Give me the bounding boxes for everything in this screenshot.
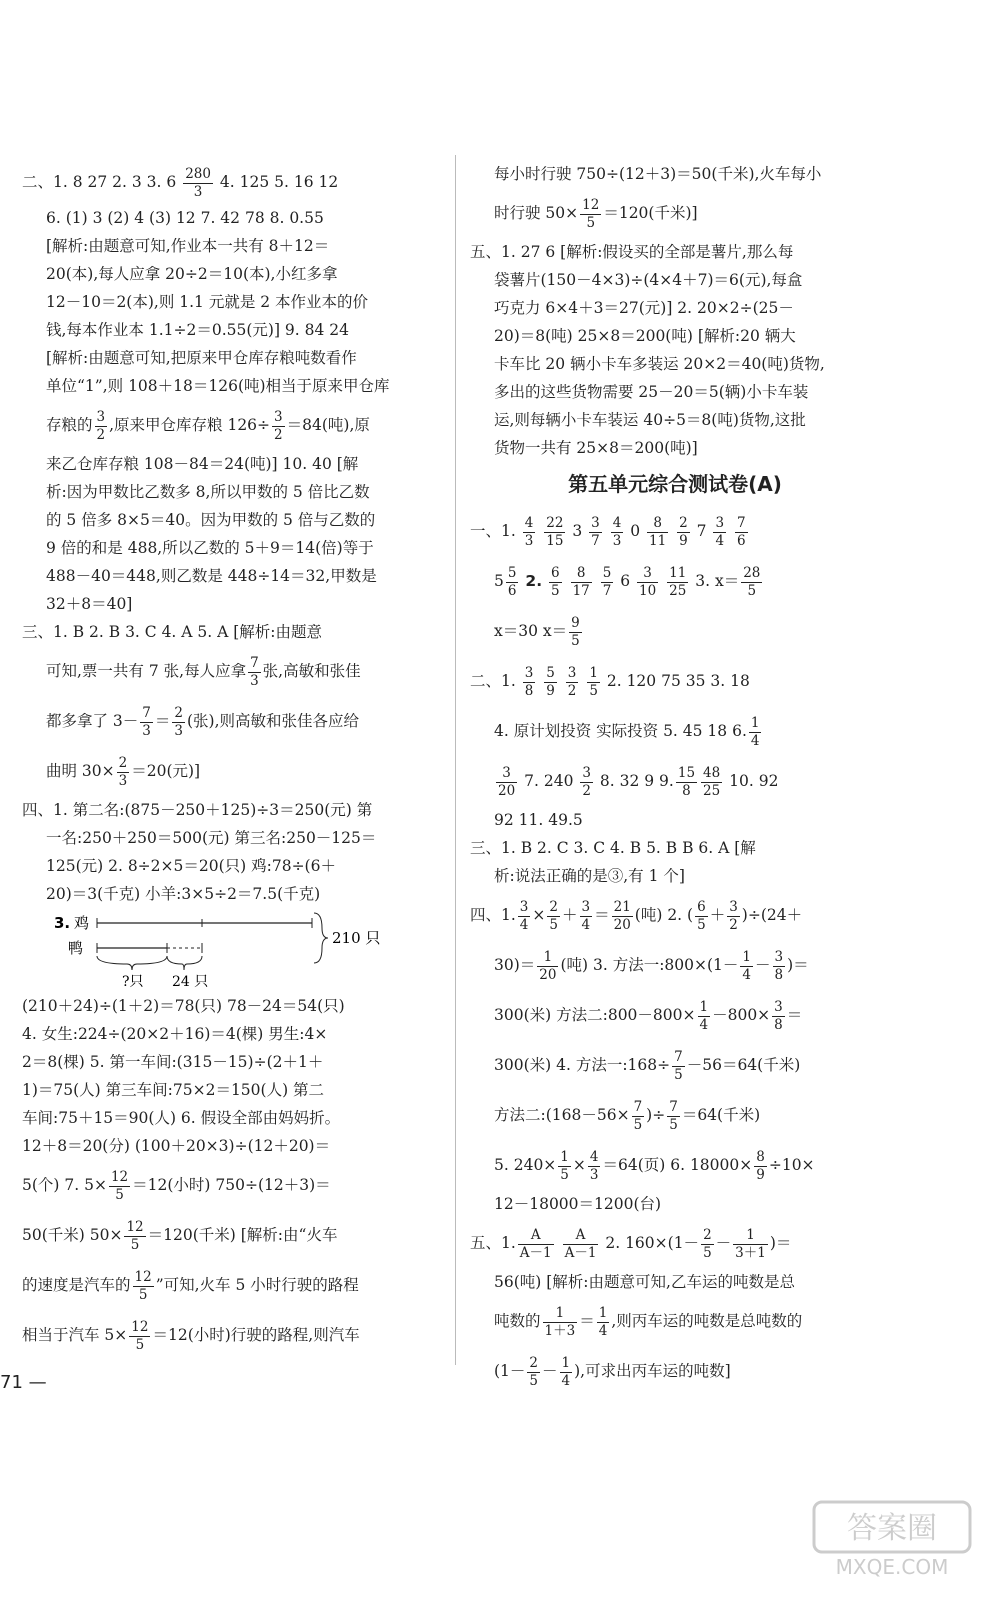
- answer-line: 一、1. $\frac{4}{3}$ $\frac{22}{15}$ 3 $\frac{3}{7}$ $\frac{4}{3}$ 0 $\frac{8}{11}$ $\frac{2}{9}$ 7 $\frac{3}{4}$ $\frac{7}{6}$: [470, 514, 746, 549]
- answer-line: $\frac{3}{20}$ 7. 240 $\frac{3}{2}$ 8. 32 9 9. $\frac{15}{8}$ $\frac{48}{25}$ 10. 92: [498, 764, 779, 799]
- answer-line: 488－40＝448,则乙数是 448÷14＝32,甲数是: [46, 567, 377, 585]
- answer-line: 多出的这些货物需要 25－20＝5(辆)小卡车装: [494, 383, 809, 401]
- answer-line: 300(米) 4. 方法一:168÷ $\frac{7}{5}$ －56＝64(千米): [494, 1048, 801, 1083]
- answer-line: 32＋8＝40]: [46, 595, 133, 613]
- answer-line: 析:说法正确的是③,有 1 个]: [494, 867, 685, 885]
- answer-line: 巧克力 6×4＋3＝27(元)] 2. 20×2÷(25－: [494, 299, 794, 317]
- answer-line: 袋薯片(150－4×3)÷(4×4＋7)＝6(元),每盒: [494, 271, 803, 289]
- answer-line: 50(千米) 50× $\frac{12}{5}$ ＝120(千米) [解析:由“火车: [22, 1218, 338, 1253]
- answer-line: 6. (1) 3 (2) 4 (3) 12 7. 42 78 8. 0.55: [46, 209, 324, 227]
- answer-line: 20(本),每人应拿 20÷2＝10(本),小红多拿: [46, 265, 338, 283]
- answer-line: 曲明 30× $\frac{2}{3}$ ＝20(元)]: [46, 754, 201, 789]
- answer-line: 运,则每辆小卡车装运 40÷5＝8(吨)货物,这批: [494, 411, 806, 429]
- answer-line: 125(元) 2. 8÷2×5＝20(只) 鸡:78÷(6＋: [46, 857, 336, 875]
- answer-line: 相当于汽车 5× $\frac{12}{5}$ ＝12(小时)行驶的路程,则汽车: [22, 1318, 360, 1353]
- answer-line: 1)＝75(人) 第三车间:75×2＝150(人) 第二: [22, 1081, 325, 1099]
- column-divider: [455, 155, 456, 1365]
- svg-text:鸡: 鸡: [74, 914, 90, 932]
- fraction: $\frac{280}{3}$: [185, 165, 211, 200]
- answer-line: 析:因为甲数比乙数多 8,所以甲数的 5 倍比乙数: [46, 483, 370, 501]
- answer-line: 2＝8(棵) 5. 第一车间:(315－15)÷(2＋1＋: [22, 1053, 324, 1071]
- answer-line: 92 11. 49.5: [494, 811, 583, 829]
- watermark-logo: [812, 1500, 972, 1580]
- svg-text:答案圈: 答案圈: [847, 1511, 937, 1546]
- answer-line: 单位“1”,则 108＋18＝126(吨)相当于原来甲仓库: [46, 377, 390, 395]
- answer-line: 时行驶 50× $\frac{12}{5}$ ＝120(千米)]: [494, 196, 698, 231]
- section-title: 第五单元综合测试卷(A): [568, 472, 782, 496]
- answer-line: 可知,票一共有 7 张,每人应拿 $\frac{7}{3}$ 张,高敏和张佳: [46, 654, 361, 689]
- answer-line: 二、1. 8 27 2. 3 3. 6 $\frac{280}{3}$ 4. 125 5. 16 12: [22, 165, 339, 200]
- answer-line: 来乙仓库存粮 108－84＝24(吨)] 10. 40 [解: [46, 455, 359, 473]
- answer-line: (210＋24)÷(1＋2)＝78(只) 78－24＝54(只): [22, 997, 345, 1015]
- answer-line: 的速度是汽车的 $\frac{12}{5}$ ”可知,火车 5 小时行驶的路程: [22, 1268, 359, 1303]
- answer-line: 4. 原计划投资 实际投资 5. 45 18 6. $\frac{1}{4}$: [494, 714, 760, 749]
- answer-line: 四、1. 第二名:(875－250＋125)÷3＝250(元) 第: [22, 801, 373, 819]
- answer-line: 30)＝ $\frac{1}{20}$ (吨) 3. 方法一:800×(1－ $\frac{1}{4}$ － $\frac{3}{8}$ )＝: [494, 948, 809, 983]
- answer-line: 吨数的 $\frac{1}{1+3}$ ＝ $\frac{1}{4}$ ,则丙车运的吨数是总吨数的: [494, 1304, 803, 1339]
- answer-line: 五、1. $\frac{A}{A-1}$ $\frac{A}{A-1}$ 2. 160×(1－ $\frac{2}{5}$ － $\frac{1}{3+1}$ )＝: [470, 1226, 792, 1261]
- answer-line: 的 5 倍多 8×5＝40。因为甲数的 5 倍与乙数的: [46, 511, 376, 529]
- answer-line: (1－ $\frac{2}{5}$ － $\frac{1}{4}$ ),可求出丙车运的吨数]: [494, 1354, 731, 1389]
- right-column: [470, 160, 880, 1396]
- answer-line: 三、1. B 2. C 3. C 4. B 5. B B 6. A [解: [470, 839, 756, 857]
- answer-line: 12＋8＝20(分) (100＋20×3)÷(12＋20)＝: [22, 1137, 331, 1155]
- answer-line: 20)＝8(吨) 25×8＝200(吨) [解析:20 辆大: [494, 327, 796, 345]
- answer-line: 每小时行驶 750÷(12＋3)＝50(千米),火车每小: [494, 165, 822, 183]
- svg-text:鸭: 鸭: [68, 939, 84, 957]
- svg-text:?只: ?只: [122, 974, 144, 990]
- segment-diagram: [22, 908, 422, 992]
- answer-line: 方法二:(168－56× $\frac{7}{5}$ )÷ $\frac{7}{5}$ ＝64(千米): [494, 1098, 761, 1133]
- answer-line: 二、1. $\frac{3}{8}$ $\frac{5}{9}$ $\frac{3}{2}$ $\frac{1}{5}$ 2. 120 75 35 3. 18: [470, 664, 750, 699]
- answer-line: 5(个) 7. 5× $\frac{12}{5}$ ＝12(小时) 750÷(12＋3)＝: [22, 1168, 331, 1203]
- answer-line: 20)＝3(千克) 小羊:3×5÷2＝7.5(千克): [46, 885, 321, 903]
- answer-line: 三、1. B 2. B 3. C 4. A 5. A [解析:由题意: [22, 623, 323, 641]
- page-number: 71 —: [0, 1372, 47, 1393]
- answer-line: [解析:由题意可知,把原来甲仓库存粮吨数看作: [46, 349, 357, 367]
- answer-line: 12－10＝2(本),则 1.1 元就是 2 本作业本的价: [46, 293, 369, 311]
- left-column: [22, 160, 440, 1360]
- answer-line: 都多拿了 3－ $\frac{7}{3}$ ＝ $\frac{2}{3}$ (张),则高敏和张佳各应给: [46, 704, 360, 739]
- answer-line: x＝30 x＝ $\frac{9}{5}$: [494, 614, 580, 649]
- answer-line: [解析:由题意可知,作业本一共有 8＋12＝: [46, 237, 330, 255]
- answer-line: 4. 女生:224÷(20×2＋16)＝4(棵) 男生:4×: [22, 1025, 328, 1043]
- answer-line: 钱,每本作业本 1.1÷2＝0.55(元)] 9. 84 24: [46, 321, 350, 339]
- answer-line: 存粮的 $\frac{3}{2}$ ,原来甲仓库存粮 126÷ $\frac{3}{2}$ ＝84(吨),原: [46, 408, 370, 443]
- answer-line: 56(吨) [解析:由题意可知,乙车运的吨数是总: [494, 1273, 795, 1291]
- svg-text:24 只: 24 只: [172, 974, 209, 990]
- answer-line: 卡车比 20 辆小卡车多装运 20×2＝40(吨)货物,: [494, 355, 825, 373]
- answer-line: 货物一共有 25×8＝200(吨)]: [494, 439, 698, 457]
- answer-line: 一名:250＋250＝500(元) 第三名:250－125＝: [46, 829, 377, 847]
- svg-text:210 只: 210 只: [332, 929, 381, 947]
- answer-line: 300(米) 方法二:800－800× $\frac{1}{4}$ －800× $\frac{3}{8}$ ＝: [494, 998, 803, 1033]
- answer-line: 12－18000＝1200(台): [494, 1195, 662, 1213]
- answer-line: 车间:75＋15＝90(人) 6. 假设全部由妈妈折。: [22, 1109, 341, 1127]
- svg-text:3.: 3.: [54, 914, 71, 932]
- answer-line: 四、1. $\frac{3}{4}$ × $\frac{2}{5}$ ＋ $\frac{3}{4}$ ＝ $\frac{21}{20}$ (吨) 2. ( $\frac{6}{5}$ ＋ $\frac{3}{2}$ )÷(24＋: [470, 898, 803, 933]
- answer-line: 9 倍的和是 488,所以乙数的 5＋9＝14(倍)等于: [46, 539, 374, 557]
- answer-line: 五、1. 27 6 [解析:假设买的全部是薯片,那么每: [470, 243, 794, 261]
- line-diagram: [22, 908, 440, 992]
- svg-text:MXQE.COM: MXQE.COM: [835, 1555, 949, 1579]
- answer-line: 5 $\frac{5}{6}$ 2. $\frac{6}{5}$ $\frac{8}{17}$ $\frac{5}{7}$ 6 $\frac{3}{10}$ $\frac{11}{25}$ 3. x＝ $\frac{28}{5}$: [494, 564, 761, 599]
- answer-line: 5. 240× $\frac{1}{5}$ × $\frac{4}{3}$ ＝64(页) 6. 18000× $\frac{8}{9}$ ÷10×: [494, 1148, 815, 1183]
